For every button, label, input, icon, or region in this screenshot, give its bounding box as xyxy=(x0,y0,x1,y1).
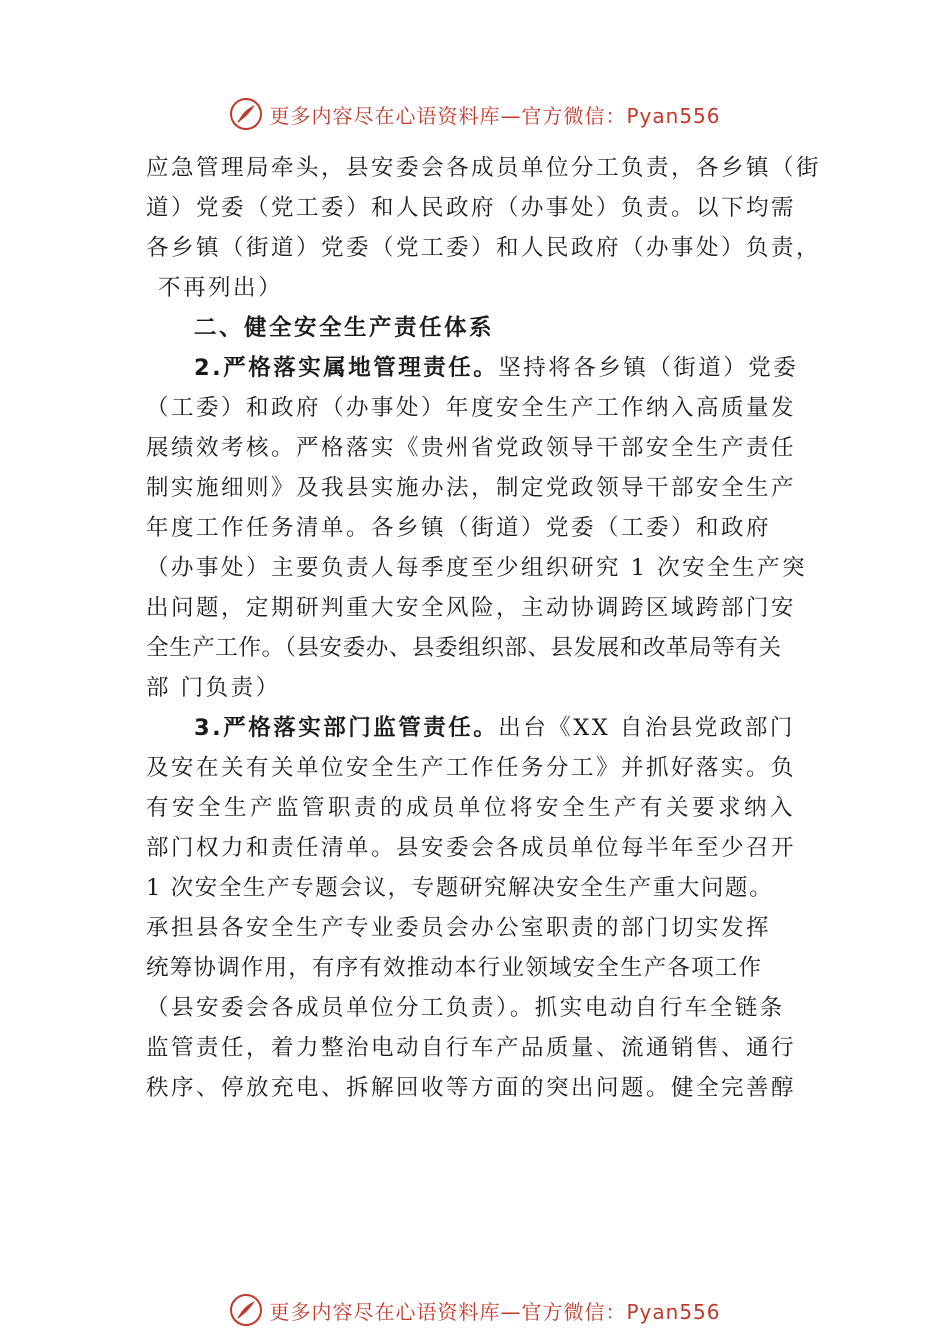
footer-banner-text: 更多内容尽在心语资料库—官方微信：Pyan556 xyxy=(269,1299,721,1324)
text-line: 监管责任，着力整治电动自行车产品质量、流通销售、通行 xyxy=(146,1035,797,1061)
text-line: （办事处）主要负责人每季度至少组织研究 1 次安全生产突 xyxy=(146,555,808,581)
text-line: 有安全生产监管职责的成员单位将安全生产有关要求纳入 xyxy=(146,795,797,821)
paragraph-lead-line xyxy=(146,708,810,748)
footer-banner xyxy=(0,1290,950,1330)
text-line: 道）党委（党工委）和人民政府（办事处）负责。以下均需 xyxy=(146,195,797,221)
text-line: 1 次安全生产专题会议，专题研究解决安全生产重大问题。 xyxy=(146,875,774,901)
text-line: 制实施细则》及我县实施办法，制定党政领导干部安全生产 xyxy=(146,475,797,501)
header-banner xyxy=(0,94,950,134)
text-line: 应急管理局牵头，县安委会各成员单位分工负责，各乡镇（街 xyxy=(146,155,822,181)
text-line: 不再列出） xyxy=(158,275,284,301)
text-line: 展绩效考核。严格落实《贵州省党政领导干部安全生产责任 xyxy=(146,435,797,461)
paragraph-lead-line xyxy=(146,348,810,388)
paragraph-title: 2.严格落实属地管理责任。 xyxy=(194,355,499,381)
text-line: （县安委会各成员单位分工负责）。抓实电动自行车全链条 xyxy=(146,995,785,1021)
text-line: 各乡镇（街道）党委（党工委）和人民政府（办事处）负责， xyxy=(146,235,822,261)
text-line: 承担县各安全生产专业委员会办公室职责的部门切实发挥 xyxy=(146,915,772,941)
section-heading: 二、健全安全生产责任体系 xyxy=(194,315,495,341)
document-body xyxy=(146,148,822,1108)
text-line: 部 门负责） xyxy=(146,675,281,701)
feather-pen-logo-icon xyxy=(229,97,263,131)
feather-pen-logo-icon xyxy=(229,1293,263,1327)
text-line: （工委）和政府（办事处）年度安全生产工作纳入高质量发 xyxy=(146,395,797,421)
header-banner-text: 更多内容尽在心语资料库—官方微信：Pyan556 xyxy=(269,103,721,128)
text-line: 及安在关有关单位安全生产工作任务分工》并抓好落实。负 xyxy=(146,755,797,781)
text-line: 全生产工作。（县安委办、县委组织部、县发展和改革局等有关 xyxy=(146,635,782,661)
text-span: 坚持将各乡镇（街道）党委 xyxy=(498,355,799,381)
paragraph-title: 3.严格落实部门监管责任。 xyxy=(194,715,499,741)
text-span: 出台《XX 自治县党政部门 xyxy=(498,715,795,741)
text-line: 统筹协调作用，有序有效推动本行业领域安全生产各项工作 xyxy=(146,955,763,981)
text-line: 出问题，定期研判重大安全风险，主动协调跨区域跨部门安 xyxy=(146,595,797,621)
text-line: 秩序、停放充电、拆解回收等方面的突出问题。健全完善醇 xyxy=(146,1075,797,1101)
text-line: 年度工作任务清单。各乡镇（街道）党委（工委）和政府 xyxy=(146,515,772,541)
text-line: 部门权力和责任清单。县安委会各成员单位每半年至少召开 xyxy=(146,835,797,861)
